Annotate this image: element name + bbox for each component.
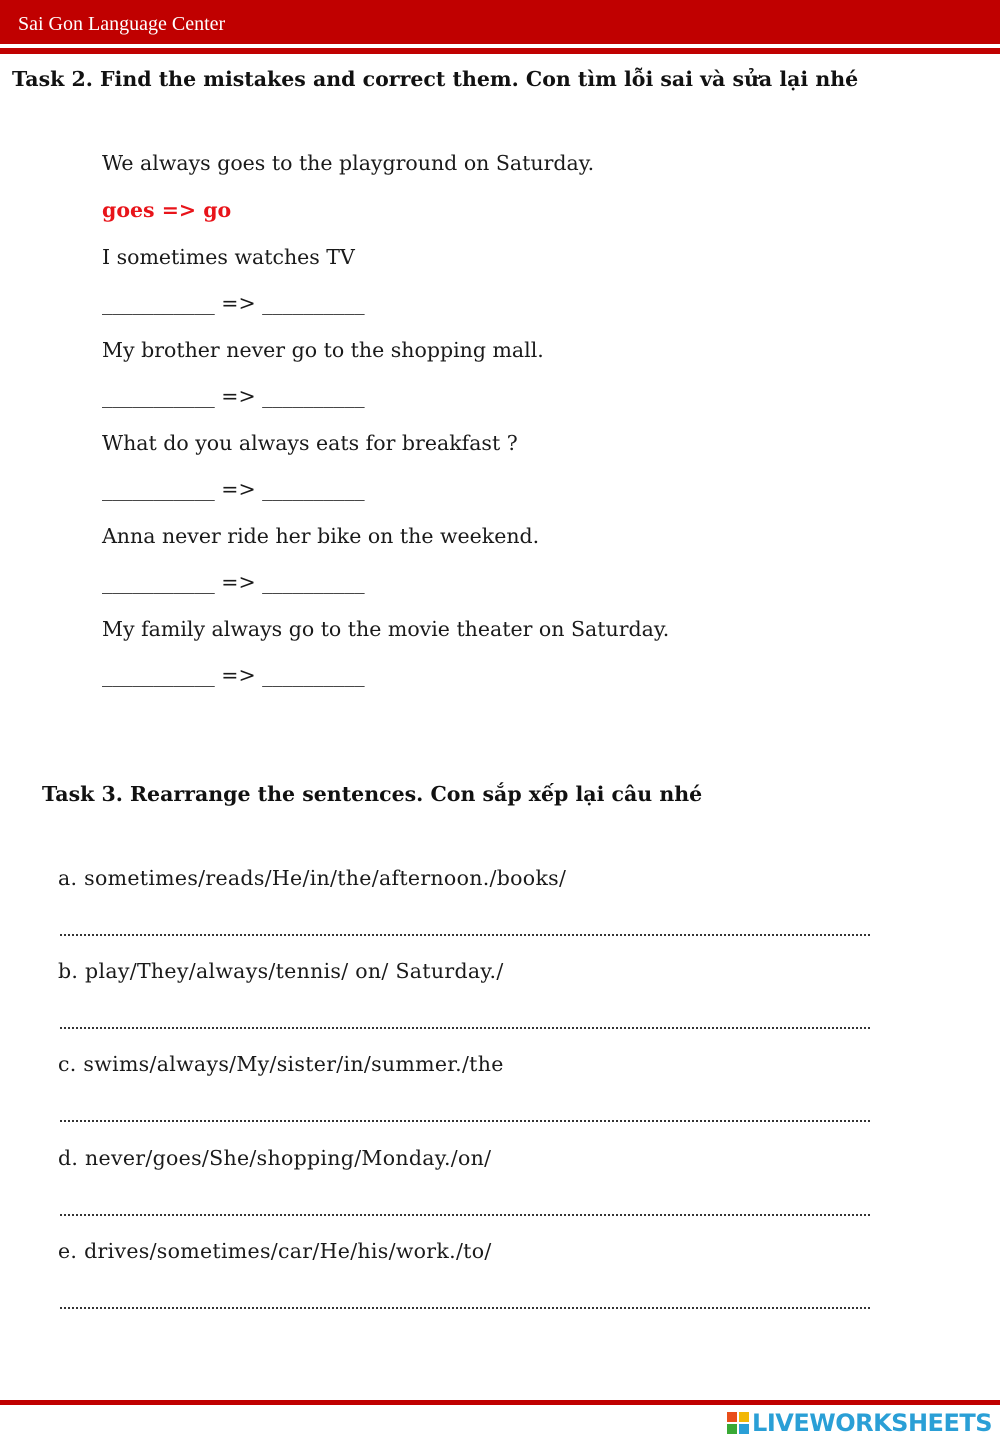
liveworksheets-logo-icon [727,1412,749,1434]
header-bar [0,0,1000,44]
task3-item-b: b. play/They/always/tennis/ on/ Saturday./ [58,959,504,983]
task3-answer-line-a[interactable] [60,934,870,936]
task2-item-2-sentence: My brother never go to the shopping mall. [102,338,544,362]
task3-answer-line-e[interactable] [60,1307,870,1309]
task2-item-4-answer-field[interactable]: ___________ => __________ [102,570,365,594]
task2-item-2-answer-field[interactable]: ___________ => __________ [102,384,365,408]
task3-item-e: e. drives/sometimes/car/He/his/work./to/ [58,1239,492,1263]
task3-item-d: d. never/goes/She/shopping/Monday./on/ [58,1146,492,1170]
task2-item-5-sentence: My family always go to the movie theater on Saturday. [102,617,670,641]
task2-heading: Task 2. Find the mistakes and correct them. Con tìm lỗi sai và sửa lại nhé [12,67,859,91]
task3-item-c: c. swims/always/My/sister/in/summer./the [58,1052,504,1076]
task2-item-1-answer-field[interactable]: ___________ => __________ [102,291,365,315]
liveworksheets-logo [727,1407,992,1439]
task2-item-3-sentence: What do you always eats for breakfast ? [102,431,518,455]
task2-item-3-answer-field[interactable]: ___________ => __________ [102,477,365,501]
task3-item-a: a. sometimes/reads/He/in/the/afternoon./books/ [58,866,567,890]
footer-divider [0,1400,1000,1405]
header-divider [0,48,1000,54]
task2-item-4-sentence: Anna never ride her bike on the weekend. [102,524,540,548]
task2-item-5-answer-field[interactable]: ___________ => __________ [102,663,365,687]
task3-heading: Task 3. Rearrange the sentences. Con sắp xếp lại câu nhé [42,782,703,806]
task3-answer-line-c[interactable] [60,1120,870,1122]
task2-example-sentence: We always goes to the playground on Saturday. [102,151,595,175]
task2-item-1-sentence: I sometimes watches TV [102,245,355,269]
logo-text: LIVEWORKSHEETS [752,1409,992,1437]
task2-example-answer: goes => go [102,198,232,222]
task3-answer-line-b[interactable] [60,1027,870,1029]
header-title: Sai Gon Language Center [18,13,226,35]
task3-answer-line-d[interactable] [60,1214,870,1216]
